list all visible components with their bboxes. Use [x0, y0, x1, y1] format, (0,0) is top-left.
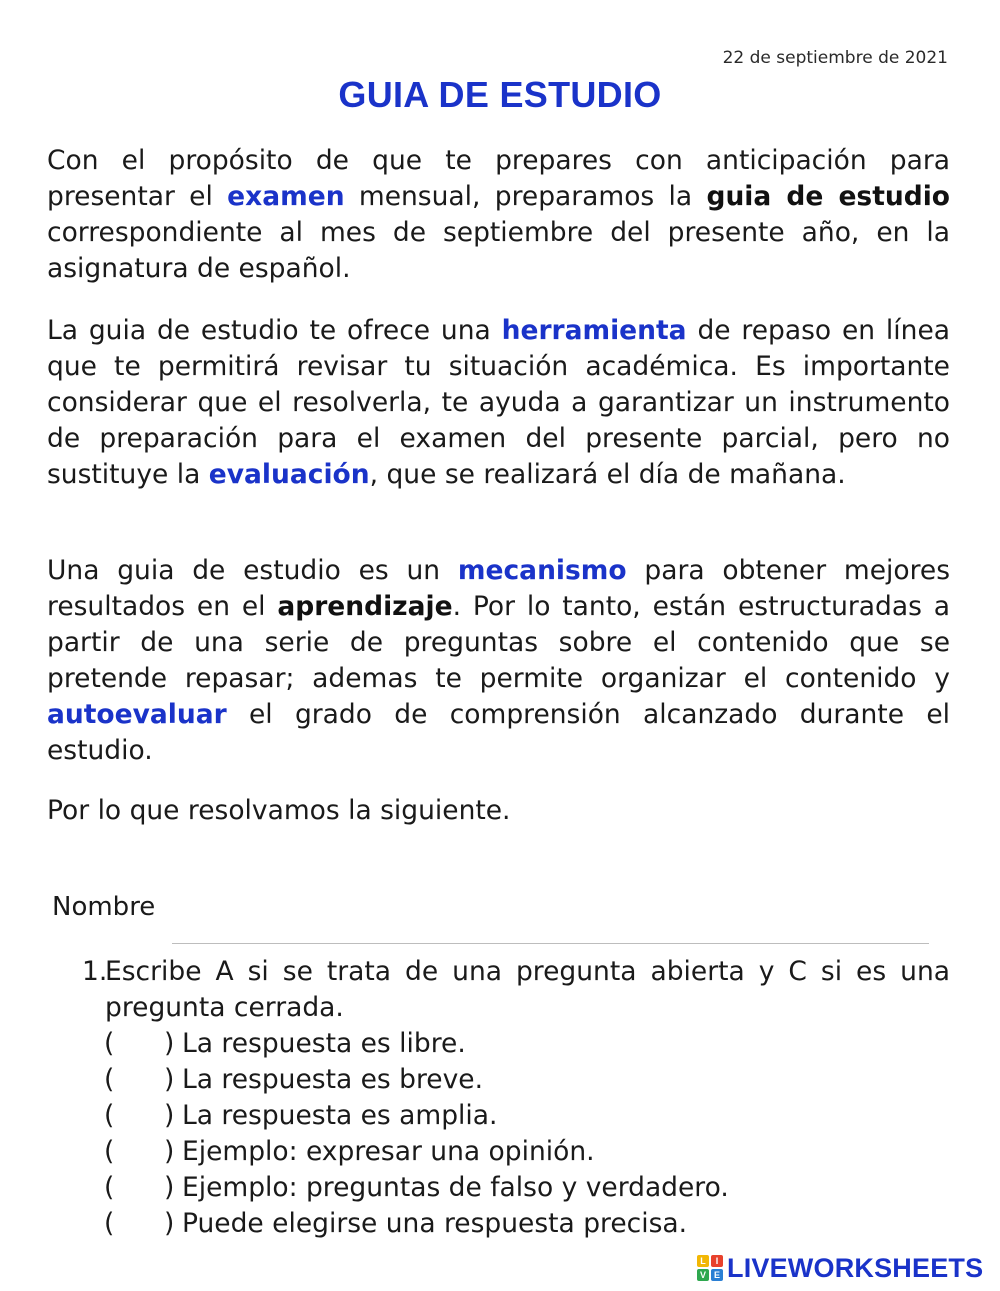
logo-letter: L: [697, 1255, 709, 1267]
highlight-examen: examen: [227, 181, 345, 212]
paragraph-text: Una guia de estudio es un: [47, 555, 458, 586]
bold-guia-de-estudio: guia de estudio: [706, 181, 950, 212]
liveworksheets-brand[interactable]: [697, 1254, 983, 1282]
highlight-autoevaluar: autoevaluar: [47, 699, 227, 730]
brand-name: LIVEWORKSHEETS: [727, 1252, 984, 1283]
mechanism-paragraph: [47, 553, 950, 769]
name-input-line[interactable]: [172, 943, 929, 944]
answer-blank-open[interactable]: (: [104, 1172, 115, 1203]
bold-aprendizaje: aprendizaje: [277, 591, 453, 622]
logo-letter: V: [697, 1269, 709, 1281]
tool-paragraph: [47, 313, 950, 493]
paragraph-text: La guia de estudio te ofrece una: [47, 315, 502, 346]
answer-blank-open[interactable]: (: [104, 1208, 115, 1239]
answer-statement: La respuesta es libre.: [182, 1028, 466, 1059]
logo-letter: I: [711, 1255, 723, 1267]
highlight-herramienta: herramienta: [501, 315, 687, 346]
answer-statement: La respuesta es breve.: [182, 1064, 484, 1095]
answer-blank-open[interactable]: (: [104, 1064, 115, 1095]
paragraph-text: , que se realizará el día de mañana.: [369, 459, 846, 490]
document-date: 22 de septiembre de 2021: [722, 48, 948, 68]
intro-paragraph: [47, 143, 950, 287]
paragraph-text: mensual, preparamos la: [344, 181, 707, 212]
paragraph-text: el grado de comprensión alcanzado durante el estudio.: [47, 699, 950, 766]
question-text: Escribe A si se trata de una pregunta abierta y C si es una pregunta cerrada.: [105, 956, 950, 1023]
question-number: 1.: [82, 956, 108, 987]
answer-blank-open[interactable]: (: [104, 1028, 115, 1059]
answer-blank-close: ): [164, 1064, 175, 1095]
answer-statement: Ejemplo: preguntas de falso y verdadero.: [182, 1172, 729, 1203]
paragraph-text: Con el propósito de que te prepares con anticipación para presentar el: [47, 145, 950, 212]
page-title: GUIA DE ESTUDIO: [338, 74, 662, 115]
highlight-mecanismo: mecanismo: [457, 555, 627, 586]
answer-blank-close: ): [164, 1172, 175, 1203]
answer-statement: Puede elegirse una respuesta precisa.: [182, 1208, 688, 1239]
highlight-evaluacion: evaluación: [208, 459, 370, 490]
liveworksheets-logo-icon: [697, 1255, 723, 1281]
answer-blank-open[interactable]: (: [104, 1136, 115, 1167]
answer-blank-open[interactable]: (: [104, 1100, 115, 1131]
closing-paragraph: Por lo que resolvamos la siguiente.: [47, 795, 511, 826]
answer-blank-close: ): [164, 1028, 175, 1059]
paragraph-text: . Por lo tanto, están estructuradas a partir de una serie de preguntas sobre el contenido que se pretende repasar; ademas te permite organizar el contenido y: [47, 591, 950, 694]
answer-statement: La respuesta es amplia.: [182, 1100, 498, 1131]
answer-blank-close: ): [164, 1208, 175, 1239]
answer-blank-close: ): [164, 1136, 175, 1167]
paragraph-text: de repaso en línea que te permitirá revisar tu situación académica. Es importante considerar que el resolverla, te ayuda a garantizar un instrumento de preparación para el examen del presente parcial, pero no sustituye la: [47, 315, 951, 490]
paragraph-text: correspondiente al mes de septiembre del presente año, en la asignatura de español.: [47, 217, 950, 284]
logo-letter: E: [711, 1269, 723, 1281]
paragraph-text: para obtener mejores resultados en el: [47, 555, 950, 622]
answer-blank-close: ): [164, 1100, 175, 1131]
answer-statement: Ejemplo: expresar una opinión.: [182, 1136, 595, 1167]
name-label: Nombre: [52, 892, 156, 922]
